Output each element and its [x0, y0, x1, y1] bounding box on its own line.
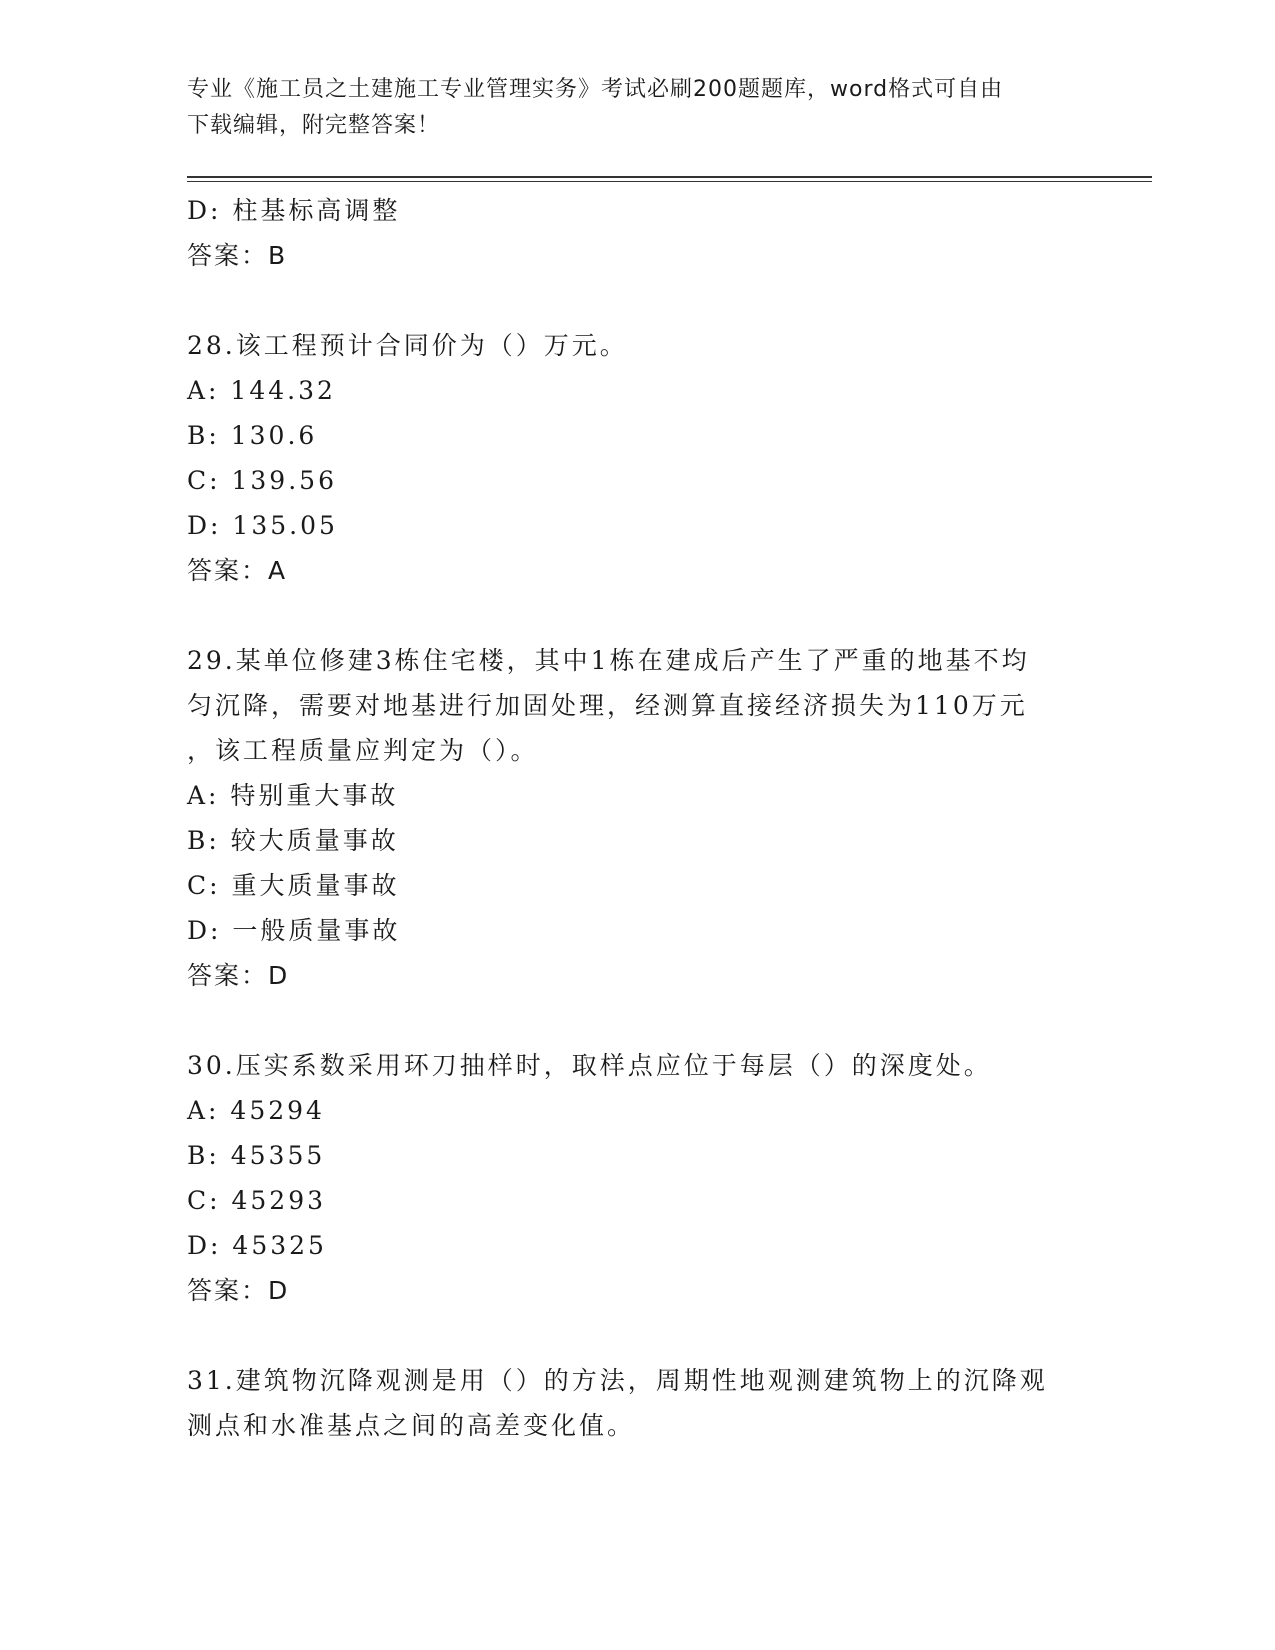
- option-a: A: 144.32: [187, 376, 336, 405]
- question-text-line-1: 31.建筑物沉降观测是用（）的方法，周期性地观测建筑物上的沉降观: [187, 1366, 1048, 1395]
- question-29: [187, 638, 1087, 998]
- header-rule-thin: [187, 181, 1152, 182]
- header-line-1: 专业《施工员之土建施工专业管理实务》考试必刷200题题库，word格式可自由: [187, 77, 1004, 102]
- option-a: A: 特别重大事故: [187, 781, 399, 810]
- answer-line: 答案：D: [187, 1276, 290, 1305]
- option-b: B: 45355: [187, 1141, 326, 1170]
- document-body: [187, 188, 1087, 1448]
- option-c: C: 重大质量事故: [187, 871, 400, 900]
- question-31: [187, 1358, 1087, 1448]
- question-text: 28.该工程预计合同价为（）万元。: [187, 331, 628, 360]
- header-line-2: 下载编辑，附完整答案！: [187, 113, 441, 138]
- question-text: 30.压实系数采用环刀抽样时，取样点应位于每层（）的深度处。: [187, 1051, 992, 1080]
- previous-question-tail: [187, 188, 1087, 278]
- option-d: D: 135.05: [187, 511, 338, 540]
- option-c: C: 139.56: [187, 466, 337, 495]
- option-c: C: 45293: [187, 1186, 327, 1215]
- document-header: [187, 72, 1087, 144]
- question-text-line-3: ，该工程质量应判定为（）。: [187, 736, 539, 765]
- option-a: A: 45294: [187, 1096, 325, 1125]
- question-text-line-2: 匀沉降，需要对地基进行加固处理，经测算直接经济损失为110万元: [187, 691, 1028, 720]
- option-d: D: 一般质量事故: [187, 916, 401, 945]
- option-b: B: 130.6: [187, 421, 318, 450]
- header-rule-thick: [187, 176, 1152, 178]
- question-text-line-1: 29.某单位修建3栋住宅楼，其中1栋在建成后产生了严重的地基不均: [187, 646, 1030, 675]
- question-text-line-2: 测点和水准基点之间的高差变化值。: [187, 1411, 636, 1440]
- answer-line: 答案：A: [187, 556, 288, 585]
- option-b: B: 较大质量事故: [187, 826, 399, 855]
- answer-line: 答案：D: [187, 961, 290, 990]
- answer-line: 答案：B: [187, 241, 288, 270]
- question-28: [187, 323, 1087, 593]
- question-30: [187, 1043, 1087, 1313]
- option-d: D: 45325: [187, 1231, 327, 1260]
- option-d: D: 柱基标高调整: [187, 196, 401, 225]
